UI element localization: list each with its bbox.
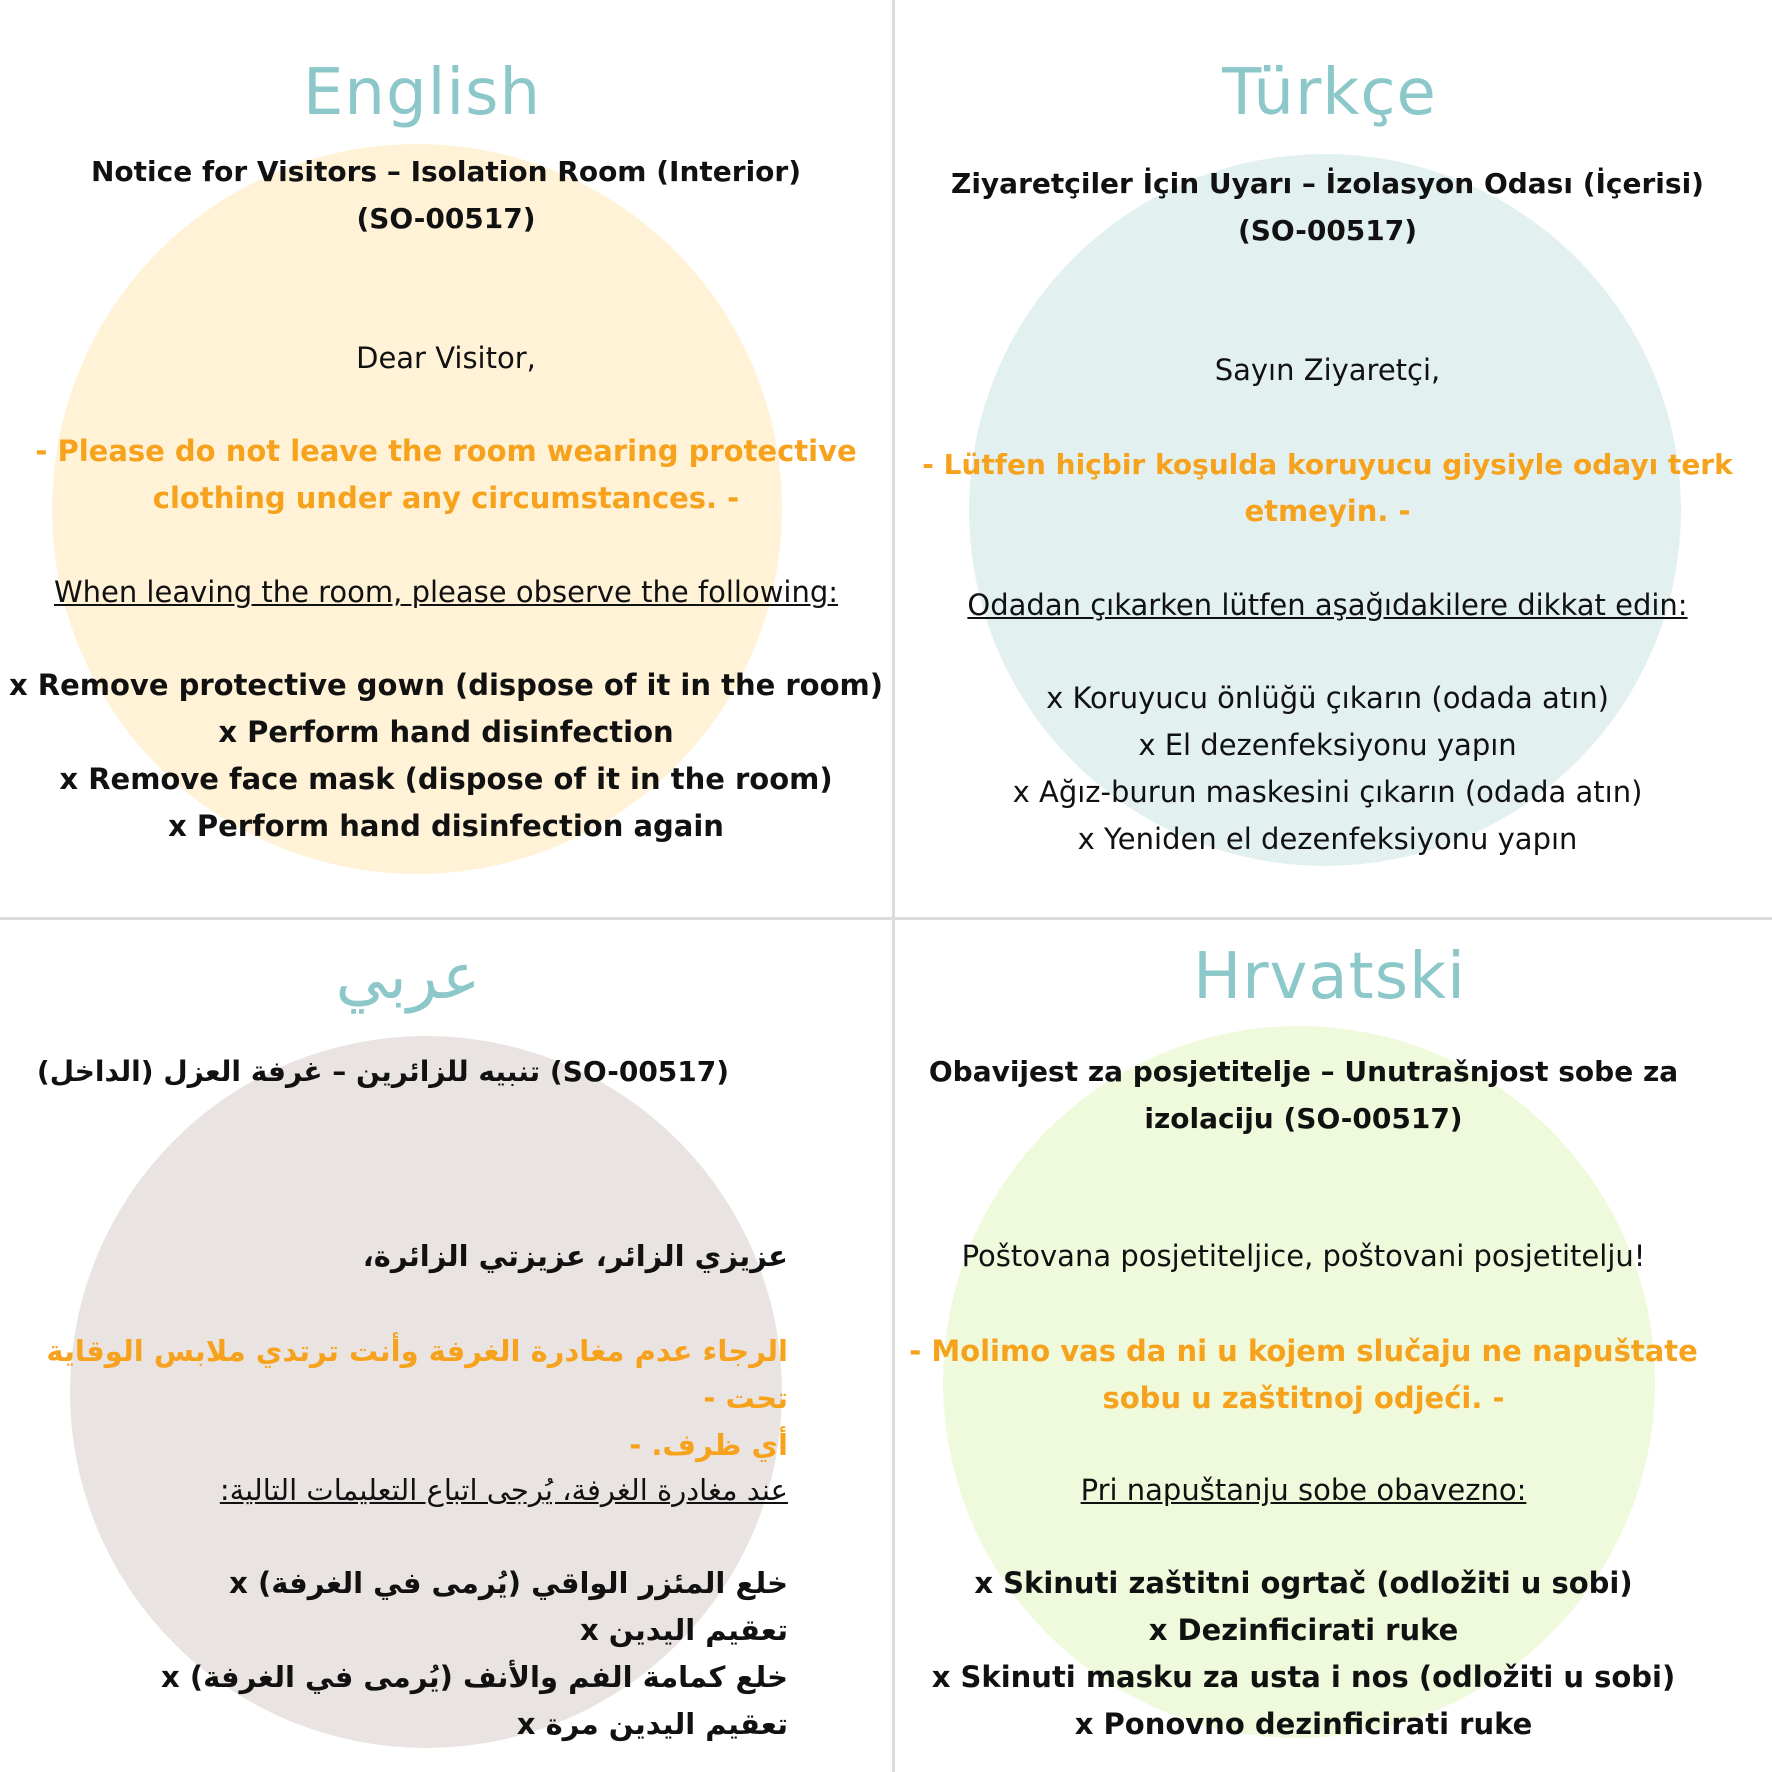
english-step-3: x Remove face mask (dispose of it in the room)	[59, 762, 833, 796]
english-instruction: When leaving the room, please observe the following:	[53, 575, 839, 609]
croatian-notice-title-line1: Obavijest za posjetitelje – Unutrašnjost sobe za	[928, 1055, 1679, 1088]
turkish-steps-list	[895, 675, 1766, 863]
arabic-step-1: خلع المئزر الواقي (يُرمى في الغرفة) x	[229, 1566, 788, 1600]
croatian-step-3: x Skinuti masku za usta i nos (odložiti u sobi)	[931, 1660, 1676, 1694]
arabic-warning-line2: أي ظرف. -	[629, 1428, 788, 1462]
croatian-warning-line2: sobu u zaštitnoj odjeći. -	[1102, 1381, 1505, 1415]
croatian-notice-title	[895, 1048, 1742, 1142]
croatian-panel	[895, 920, 1772, 1772]
croatian-step-4: x Ponovno dezinficirati ruke	[1074, 1707, 1533, 1741]
croatian-warning-line1: - Molimo vas da ni u kojem slučaju ne napuštate	[909, 1334, 1698, 1368]
arabic-language-title: عربي	[335, 940, 481, 1014]
croatian-steps-list	[895, 1560, 1742, 1748]
arabic-warning	[0, 1328, 788, 1469]
croatian-language-title: Hrvatski	[1193, 940, 1466, 1014]
english-language-title: English	[302, 56, 542, 130]
turkish-notice-title-line2: (SO-00517)	[1237, 214, 1418, 247]
croatian-notice-title-line2: izolaciju (SO-00517)	[1144, 1102, 1463, 1135]
english-step-4: x Perform hand disinfection again	[168, 809, 724, 843]
croatian-warning	[895, 1328, 1742, 1422]
arabic-warning-line1: الرجاء عدم مغادرة الغرفة وأنت ترتدي ملابس الوقاية تحت -	[46, 1334, 788, 1415]
turkish-panel	[895, 0, 1772, 917]
english-step-2: x Perform hand disinfection	[218, 715, 674, 749]
turkish-step-1: x Koruyucu önlüğü çıkarın (odada atın)	[1046, 681, 1609, 715]
arabic-step-2: تعقيم اليدين x	[579, 1613, 788, 1647]
english-warning-line1: - Please do not leave the room wearing protective	[35, 434, 857, 468]
croatian-instruction: Pri napuštanju sobe obavezno:	[1080, 1473, 1527, 1507]
arabic-greeting: عزيزي الزائر، عزيزتي الزائرة،	[362, 1239, 788, 1273]
turkish-greeting: Sayın Ziyaretçi,	[1214, 353, 1441, 387]
turkish-step-2: x El dezenfeksiyonu yapın	[1138, 728, 1517, 762]
turkish-instruction: Odadan çıkarken lütfen aşağıdakilere dikkat edin:	[967, 588, 1688, 622]
arabic-panel	[0, 920, 892, 1772]
english-notice-title-line2: (SO-00517)	[356, 202, 536, 235]
arabic-steps-list	[88, 1560, 788, 1748]
arabic-step-4: تعقيم اليدين مرة x	[516, 1707, 788, 1741]
english-greeting: Dear Visitor,	[356, 341, 536, 375]
croatian-step-1: x Skinuti zaštitni ogrtač (odložiti u sobi)	[974, 1566, 1633, 1600]
english-steps-list	[0, 662, 892, 850]
english-panel	[0, 0, 892, 917]
turkish-language-title: Türkçe	[1222, 56, 1437, 130]
turkish-step-3: x Ağız-burun maskesini çıkarın (odada atın)	[1012, 775, 1643, 809]
turkish-warning-line1: - Lütfen hiçbir koşulda koruyucu giysiyle odayı terk	[922, 448, 1733, 481]
turkish-warning	[895, 441, 1766, 535]
english-step-1: x Remove protective gown (dispose of it in the room)	[8, 668, 884, 702]
arabic-step-3: خلع كمامة الفم والأنف (يُرمى في الغرفة) x	[161, 1660, 788, 1694]
english-warning	[0, 428, 892, 522]
arabic-instruction: عند مغادرة الغرفة، يُرجى اتباع التعليمات التالية:	[219, 1473, 788, 1507]
croatian-greeting: Poštovana posjetiteljice, poštovani posjetitelju!	[961, 1239, 1646, 1273]
turkish-notice-title	[895, 160, 1766, 254]
english-notice-title	[0, 148, 892, 242]
english-warning-line2: clothing under any circumstances. -	[152, 481, 740, 515]
turkish-warning-line2: etmeyin. -	[1244, 494, 1411, 528]
arabic-notice-title: (SO-00517) تنبيه للزائرين – غرفة العزل (الداخل)	[36, 1055, 730, 1088]
turkish-step-4: x Yeniden el dezenfeksiyonu yapın	[1077, 822, 1578, 856]
croatian-step-2: x Dezinficirati ruke	[1148, 1613, 1459, 1647]
english-notice-title-line1: Notice for Visitors – Isolation Room (Interior)	[90, 155, 802, 188]
turkish-notice-title-line1: Ziyaretçiler İçin Uyarı – İzolasyon Odası (İçerisi)	[951, 167, 1704, 200]
